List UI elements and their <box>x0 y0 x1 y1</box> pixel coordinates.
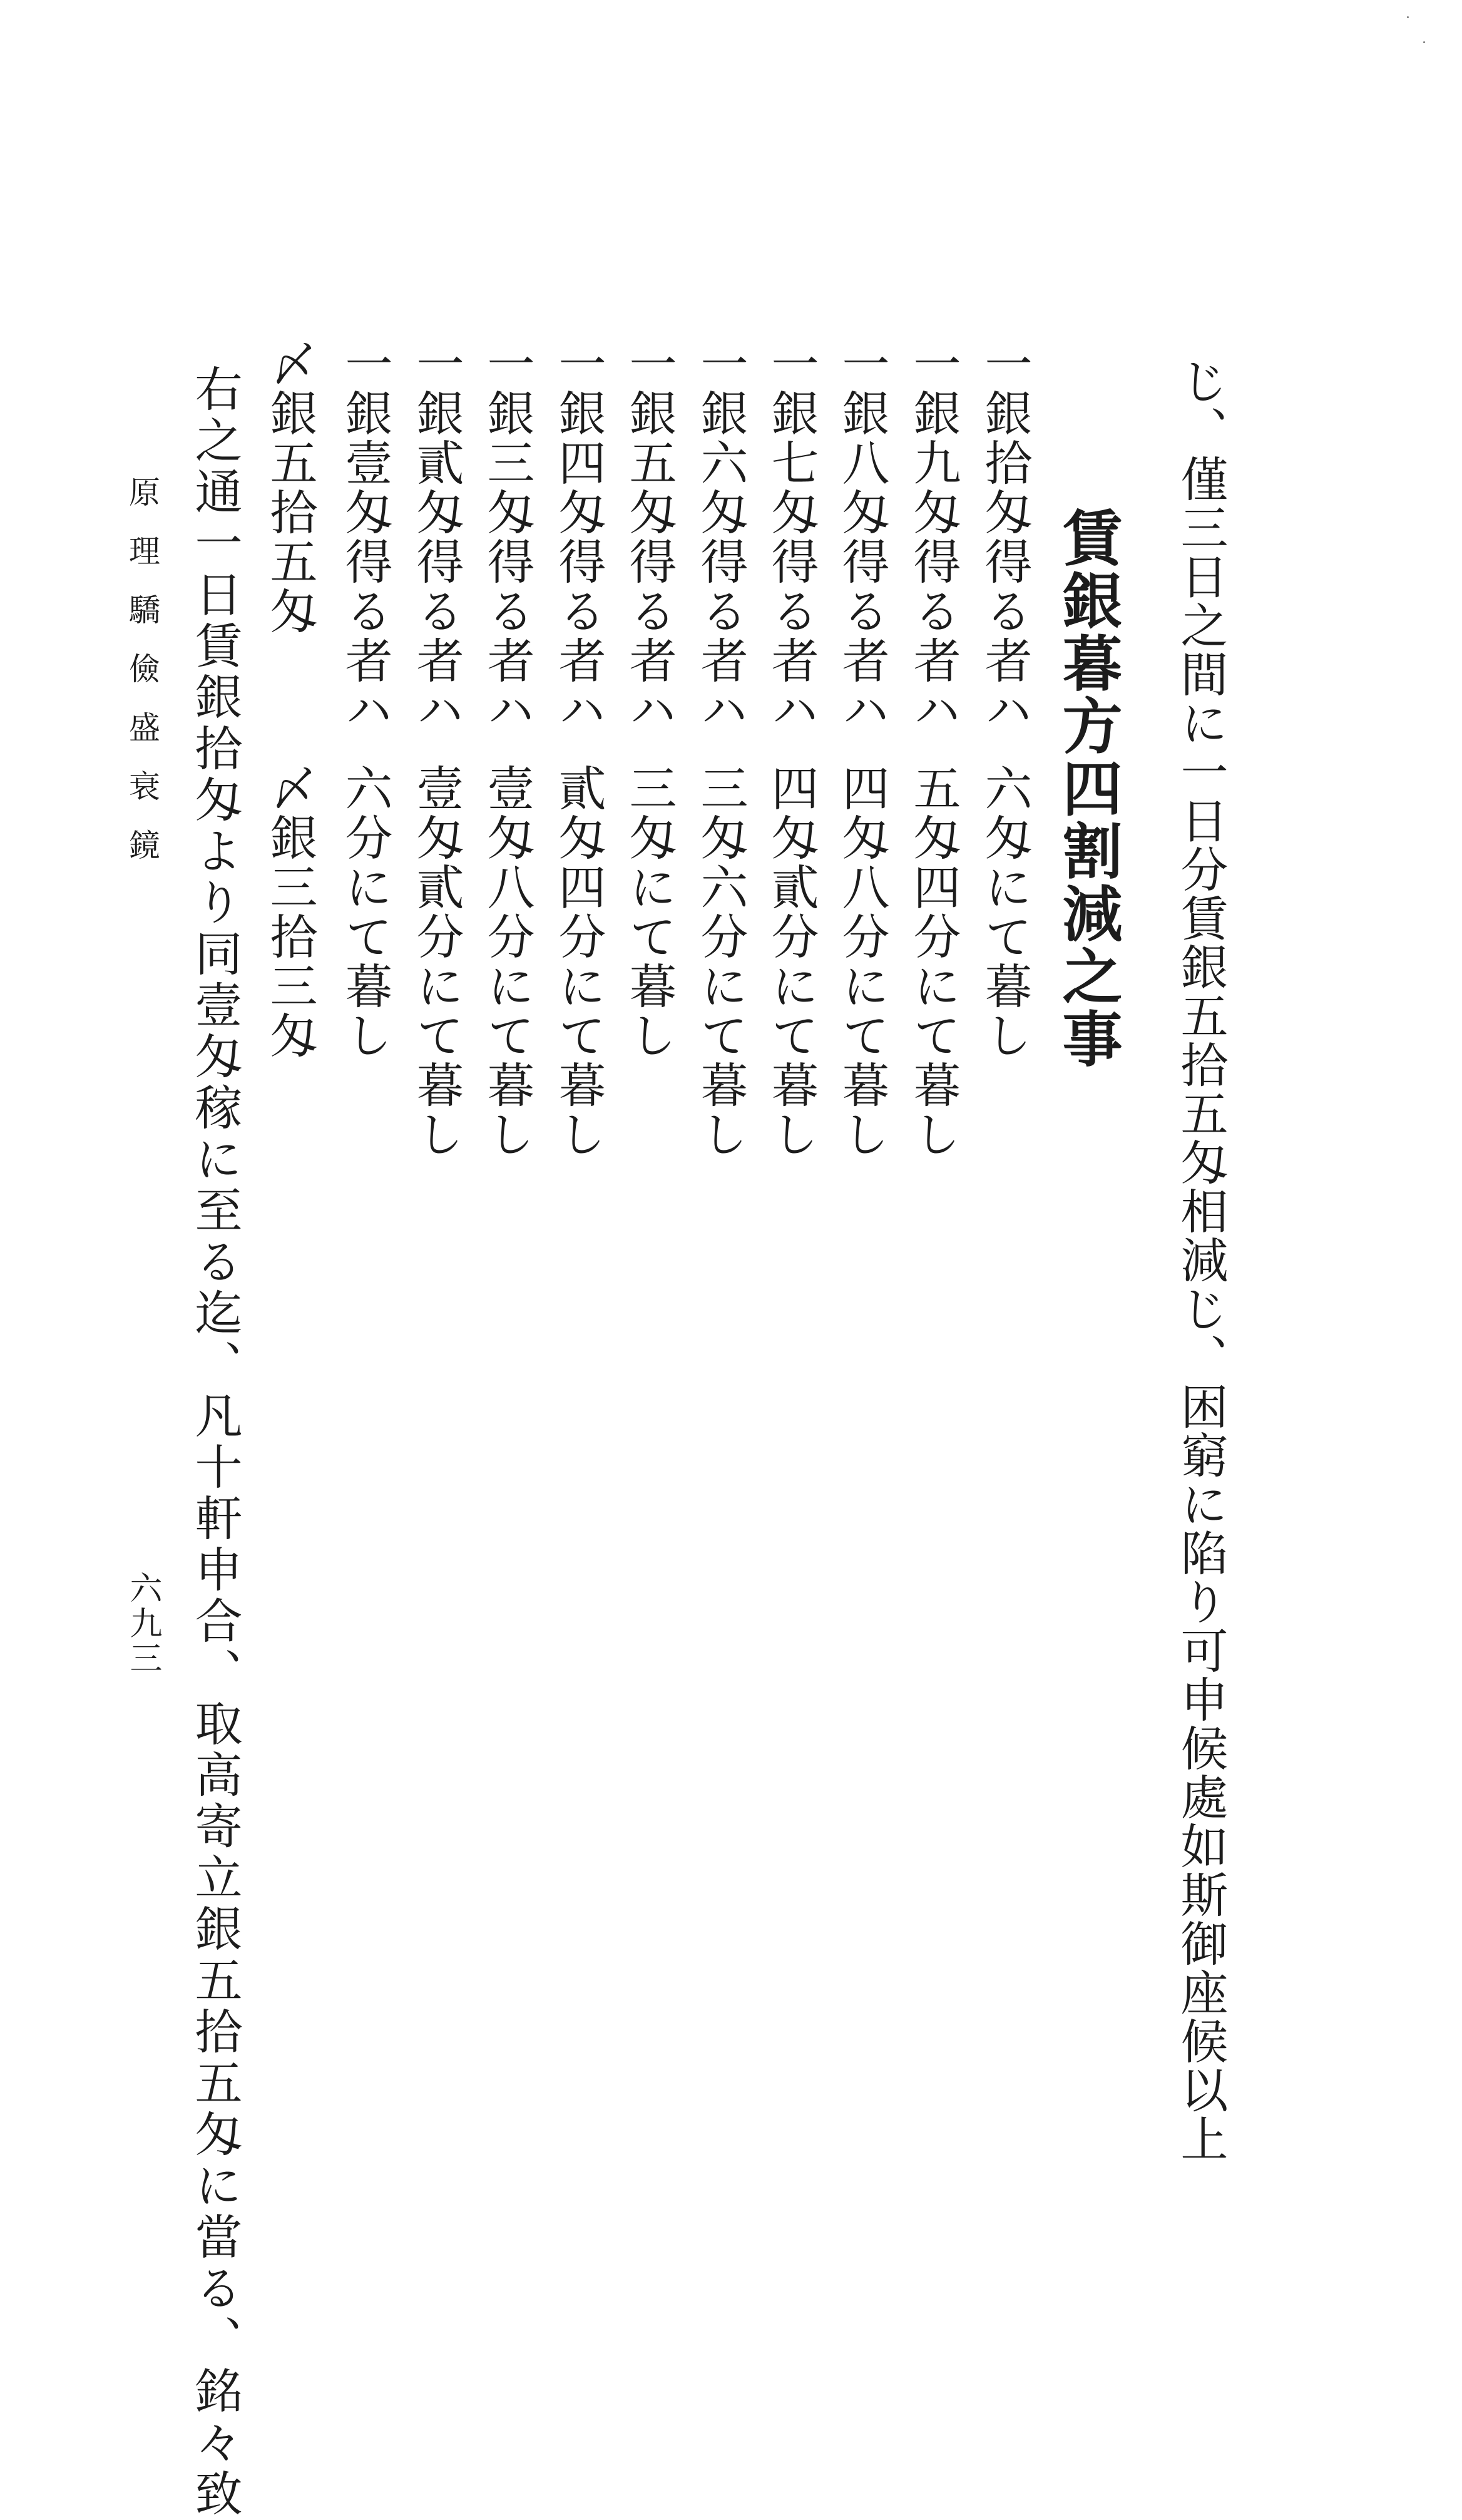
list-item-living-cost: 四匁貳分にて暮し <box>764 764 819 1159</box>
list-item-living-cost: 三匁にて暮し <box>621 764 677 1060</box>
list-item-living-cost: 壹匁八分にて暮し <box>479 764 535 1159</box>
scan-speck <box>1423 41 1425 43</box>
running-footer-title: 原理驕儉盛衰鏡 <box>124 476 160 888</box>
list-item-living-cost: 六分にて暮し <box>337 764 393 1060</box>
page-number: 六九三 <box>124 1571 161 1676</box>
continuation-line: じ、僅三日之間に一日分賃銀五拾五匁相減じ、困窮に陷り可申候處如斯御座候以上 <box>1173 357 1229 2163</box>
section-heading: 賃銀暮方四割減之事 <box>1053 507 1123 1070</box>
list-item-income: 一銀三匁得る者ハ <box>479 339 535 735</box>
list-item-income: 一銀壹匁得る者ハ <box>337 339 393 735</box>
list-item-income: 一銀七匁得る者ハ <box>764 339 819 735</box>
list-item-income: 一銀拾匁得る者ハ <box>977 339 1033 735</box>
list-item-living-cost: 壹匁貳分にて暮し <box>409 764 464 1159</box>
scan-speck <box>1407 16 1409 18</box>
list-item-income: 一銀貳匁得る者ハ <box>409 339 464 735</box>
closing-line: 右之通一日賃銀拾匁より同壹匁稼に至る迄、凡十軒申合、取高寄立銀五拾五匁に當る、銘々致 <box>187 364 243 2520</box>
list-item-income: 一銀六匁得る者ハ <box>693 339 749 735</box>
list-item-living-cost: 六匁にて暮し <box>977 764 1033 1060</box>
total-income: 〆銀五拾五匁 <box>262 339 318 636</box>
list-item-living-cost: 貳匁四分にて暮し <box>551 764 606 1159</box>
list-item-income: 一銀五匁得る者ハ <box>621 339 677 735</box>
total-living-cost: 〆銀三拾三匁 <box>262 764 318 1060</box>
list-item-living-cost: 三匁六分にて暮し <box>693 764 749 1159</box>
list-item-living-cost: 五匁四分にて暮し <box>906 764 961 1159</box>
list-item-income: 一銀九匁得る者ハ <box>906 339 961 735</box>
list-item-living-cost: 四匁八分にて暮し <box>834 764 890 1159</box>
list-item-income: 一銀八匁得る者ハ <box>834 339 890 735</box>
list-item-income: 一銀四匁得る者ハ <box>551 339 606 735</box>
